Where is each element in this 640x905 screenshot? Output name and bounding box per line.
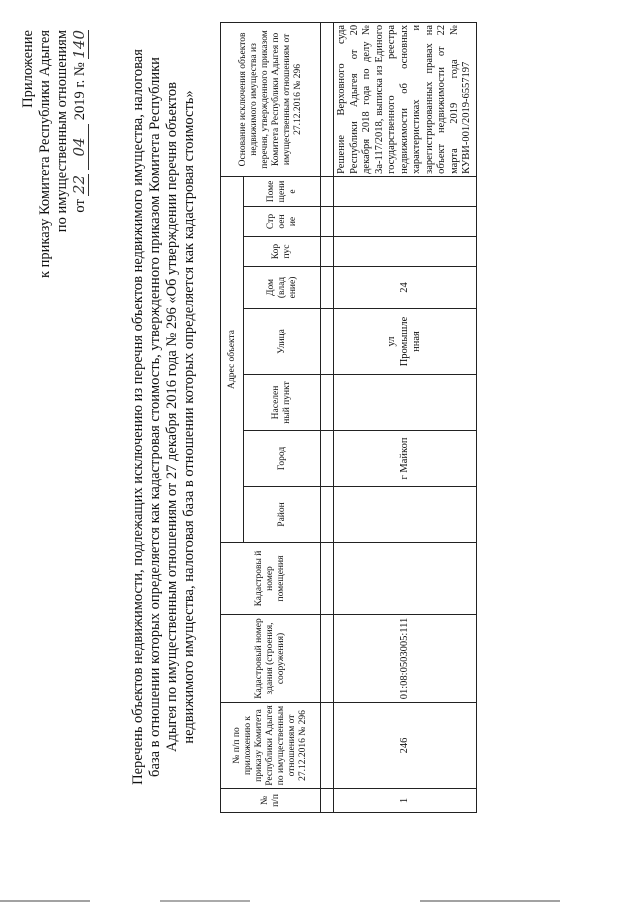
- appendix-date-line: [71, 30, 89, 360]
- cell-num: 1: [334, 789, 477, 813]
- cell-korpus: [334, 237, 477, 267]
- appendix-header: [20, 30, 89, 360]
- cell-room: [334, 176, 477, 206]
- cell-house: 24: [334, 267, 477, 309]
- handwritten-month: 04: [71, 124, 89, 170]
- column-number-row: [321, 22, 334, 812]
- cell-district: [334, 487, 477, 543]
- title-line-2: база в отношении которых определяется как кадастровая стоимость, утвержденного приказом Комитета Республики: [147, 57, 163, 777]
- cell-street: ул Промышле нная: [334, 309, 477, 375]
- header-city: Город: [244, 431, 321, 487]
- date-year: 2019 г. №: [72, 62, 88, 121]
- title-line-1: Перечень объектов недвижимости, подлежащих исключению из перечня объектов недвижимого имущества, налоговая: [130, 49, 146, 785]
- scan-edge-marks: [0, 885, 640, 905]
- cell-city: г Майкоп: [334, 431, 477, 487]
- table-row: [334, 22, 477, 812]
- appendix-committee: по имущественным отношениям: [54, 30, 70, 233]
- header-house: Дом (влад ение): [244, 267, 321, 309]
- header-korpus: Кор пус: [244, 237, 321, 267]
- title-line-3: Адыгея по имущественным отношениям от 27 декабря 2016 года № 296 «Об утверждении перечня объектов: [164, 82, 180, 753]
- cell-basis: Решение Верховного суда Республики Адыгея от 20 декабря 2018 года по делу № 3а-117/2018, выписка из Единого государственного реестра недвижимости об основных характеристиках и зарегистрированных правах на объект недвижимости от 22 марта 2019 года № КУВИ-001/2019-6557197: [334, 22, 477, 176]
- handwritten-number: 140: [70, 30, 88, 59]
- header-stroenie: Стр оен ие: [244, 207, 321, 237]
- header-cad-building: Кадастровый номер здания (строения, сооружения): [221, 615, 321, 703]
- cell-settlement: [334, 375, 477, 431]
- handwritten-day: 22: [70, 175, 88, 195]
- objects-table: [220, 22, 477, 813]
- header-settlement: Населен ный пункт: [244, 375, 321, 431]
- header-street: Улица: [244, 309, 321, 375]
- header-num: № п/п: [221, 789, 321, 813]
- cell-cad-room: [334, 543, 477, 615]
- header-num-appendix: № п/п по приложению к приказу Комитета Республики Адыгея по имущественным отношениям от 27.12.2016 № 296: [221, 703, 321, 789]
- header-row-group: [221, 22, 244, 812]
- appendix-order-ref: к приказу Комитета Республики Адыгея: [37, 30, 53, 279]
- header-district: Район: [244, 487, 321, 543]
- header-cad-room: Кадастровы й номер помещения: [221, 543, 321, 615]
- document-title: [130, 27, 198, 807]
- cell-stroenie: [334, 207, 477, 237]
- cell-cad-building: 01:08:0503005:111: [334, 615, 477, 703]
- header-basis: Основание исключения объектов недвижимого имущества из перечня, утвержденного приказом Комитета Республики Адыгея по имущественным отношениям от 27.12.2016 № 296: [221, 22, 321, 176]
- header-room: Поме щени е: [244, 176, 321, 206]
- appendix-label: Приложение: [20, 30, 36, 108]
- title-line-4: недвижимого имущества, налоговая база в отношении которых определяется как кадастровая стоимость»: [181, 90, 197, 744]
- header-address: Адрес объекта: [221, 176, 244, 542]
- date-prefix: от: [72, 199, 88, 213]
- cell-num-appendix: 246: [334, 703, 477, 789]
